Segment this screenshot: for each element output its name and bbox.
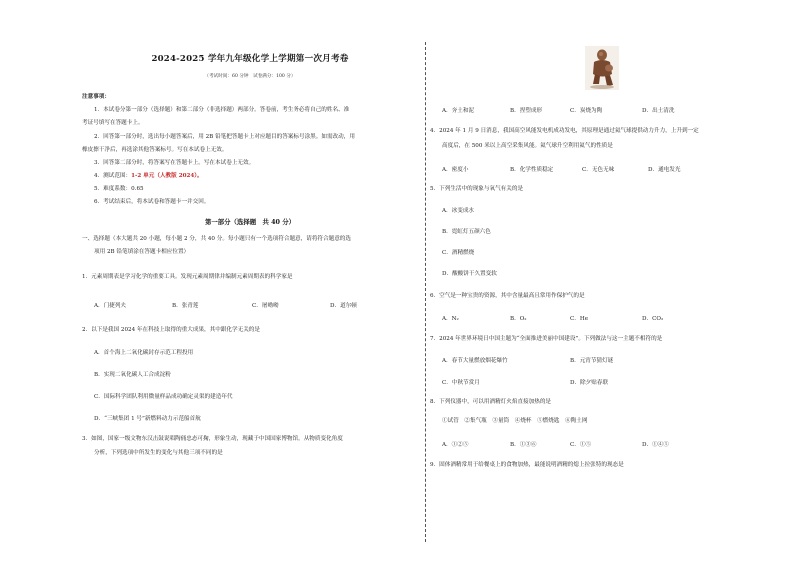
q5-option-b: B．霓虹灯五颜六色 [442, 229, 491, 235]
q5-option-d: D．酸酸饼干久置变软 [442, 271, 497, 277]
q2-option-a: A．首个海上二氧化碳封存示范工程投用 [94, 350, 194, 356]
q2-stem: 2．以下是我国 2024 年在科技上取得的重大成果，其中跟化学无关的是 [82, 327, 260, 333]
notice-item-2-cont: 橡皮擦干净后，再选涂其他答案标号。写在本试卷上无效。 [82, 147, 228, 153]
notice-item-4 [94, 173, 203, 181]
q4-option-a: A．密度小 [442, 167, 469, 173]
q2-option-d: D．“三峡集团 1 号”新燃料动力示范船首航 [94, 416, 201, 422]
part1-instructions-1: 一、选择题（本大题共 20 小题，每小题 2 分，共 40 分。每小题只有一个选项符合题意，请将符合题意的选 [82, 236, 351, 242]
q6-option-a: A．N₂ [442, 316, 459, 322]
q1-option-b: B．张青莲 [172, 303, 199, 309]
q6-option-c: C．He [570, 316, 589, 322]
q8-option-c: C．①⑤ [570, 442, 592, 448]
q2-option-c: C．国际科学团队利用微量样品成功确定灵渠的建造年代 [94, 394, 233, 400]
q5-option-c: C．酒精燃烧 [442, 250, 475, 256]
q8-stem: 8．下列仪器中，可以用酒精灯火焰直接加热的是 [430, 399, 552, 405]
left-column [82, 52, 418, 79]
q7-option-c: C．中秋节赏月 [442, 380, 480, 386]
exam-title: 2024-2025 学年九年级化学上学期第一次月考卷 [151, 54, 349, 64]
q4-option-c: C．无色无味 [582, 167, 615, 173]
q3-stem-2: 分析，下列选项中所发生的变化与其他三项不同的是 [94, 450, 223, 456]
q5-option-a: A．冰变成水 [442, 208, 475, 214]
notice-item-6: 6．考试结束后，将本试卷和答题卡一并交回。 [94, 199, 210, 205]
notice-item-3: 3．回答第二部分时，将答案写在答题卡上。写在本试卷上无效。 [94, 160, 255, 166]
notice-heading: 注意事项： [82, 94, 110, 100]
column-divider [425, 42, 426, 542]
part1-instructions-2: 项用 2B 铅笔填涂在答题卡相应位置） [94, 249, 190, 255]
q9-stem: 9．固体酒精常用于给餐桌上的食物加热，最能说明酒精的熄上拉张特的现态是 [430, 462, 624, 468]
q8-option-b: B．①③⑥ [510, 442, 537, 448]
q7-option-b: B．元宵节猜灯谜 [570, 358, 614, 364]
q1-option-c: C．屠呦呦 [252, 303, 279, 309]
q1-stem: 1．元素周期表是学习化学的重要工具。发现元素周期律并编制元素周期表的科学家是 [82, 274, 293, 280]
q4-option-d: D．通电发光 [648, 167, 681, 173]
q8-items: ①试管 ②集气瓶 ③量筒 ④烧杯 ⑤燃烧匙 ⑥陶土网 [442, 418, 588, 424]
q1-option-a: A．门捷列夫 [94, 303, 127, 309]
exam-subtitle: （考试时间：60 分钟 试卷满分：100 分） [204, 74, 296, 79]
q6-stem: 6．空气是一种宝贵的资源，其中含量最高且常用作保护气的是 [430, 293, 585, 299]
q2-option-b: B．实现二氧化碳人工合成淀粉 [94, 372, 171, 378]
q3-stem-1: 3．如图，国家一级文物东汉击鼓说唱陶俑忠态可掬，形象生动，现藏于中国国家博物馆。从物质变化角度 [82, 436, 343, 442]
q8-option-a: A．①②⑤ [442, 442, 469, 448]
test-range-highlight: 1-2 单元（人教版 2024）。 [131, 173, 203, 179]
q3-option-d: D．出土清洗 [642, 108, 675, 114]
q3-option-c: C．炭烧为陶 [570, 108, 603, 114]
q7-option-d: D．除夕贴春联 [570, 380, 609, 386]
pottery-figurine-image [585, 46, 619, 90]
notice-item-2: 2．回答第一部分时，选出每小题答案后，用 2B 铅笔把答题卡上对应题目的答案标号涂黑。如需改动，用 [94, 134, 355, 140]
notice-item-5: 5．难度系数：0.65 [94, 186, 144, 192]
q3-option-a: A．夯土和泥 [442, 108, 475, 114]
part1-title: 第一部分（选择题 共 40 分） [204, 218, 296, 226]
q6-option-b: B．O₂ [510, 316, 527, 322]
q3-option-b: B．捏塑成形 [510, 108, 543, 114]
q7-option-a: A．春节大量燃放烟花爆竹 [442, 358, 508, 364]
q6-option-d: D．CO₂ [642, 316, 664, 322]
q8-option-d: D．①④⑤ [642, 442, 669, 448]
q4-stem-2: 高度后，在 500 米以上高空采集风能。氦气球升空利用氦气的性质是 [442, 143, 613, 149]
notice-item-4-label: 4．测试范围： [94, 173, 132, 179]
q4-option-b: B．化学性质稳定 [510, 167, 554, 173]
notice-item-1-cont: 考证号填写在答题卡上。 [82, 120, 144, 126]
q7-stem: 7．2024 年世界环境日中国主题为“全面推进美丽中国建设”。下列做法与这一主题不相符的是 [430, 336, 663, 342]
notice-item-1: 1．本试卷分第一部分（选择题）和第二部分（非选择题）两部分。答卷前，考生务必将自己的姓名、准 [94, 107, 350, 113]
q5-stem: 5．下列生活中的现象与氧气有关的是 [430, 186, 524, 192]
q4-stem-1: 4．2024 年 1 月 9 日消息，我国高空风能发电机成功发电，其原理是通过氦气球提供动力升力，上升到一定 [430, 128, 699, 134]
q1-option-d: D．道尔顿 [330, 303, 357, 309]
